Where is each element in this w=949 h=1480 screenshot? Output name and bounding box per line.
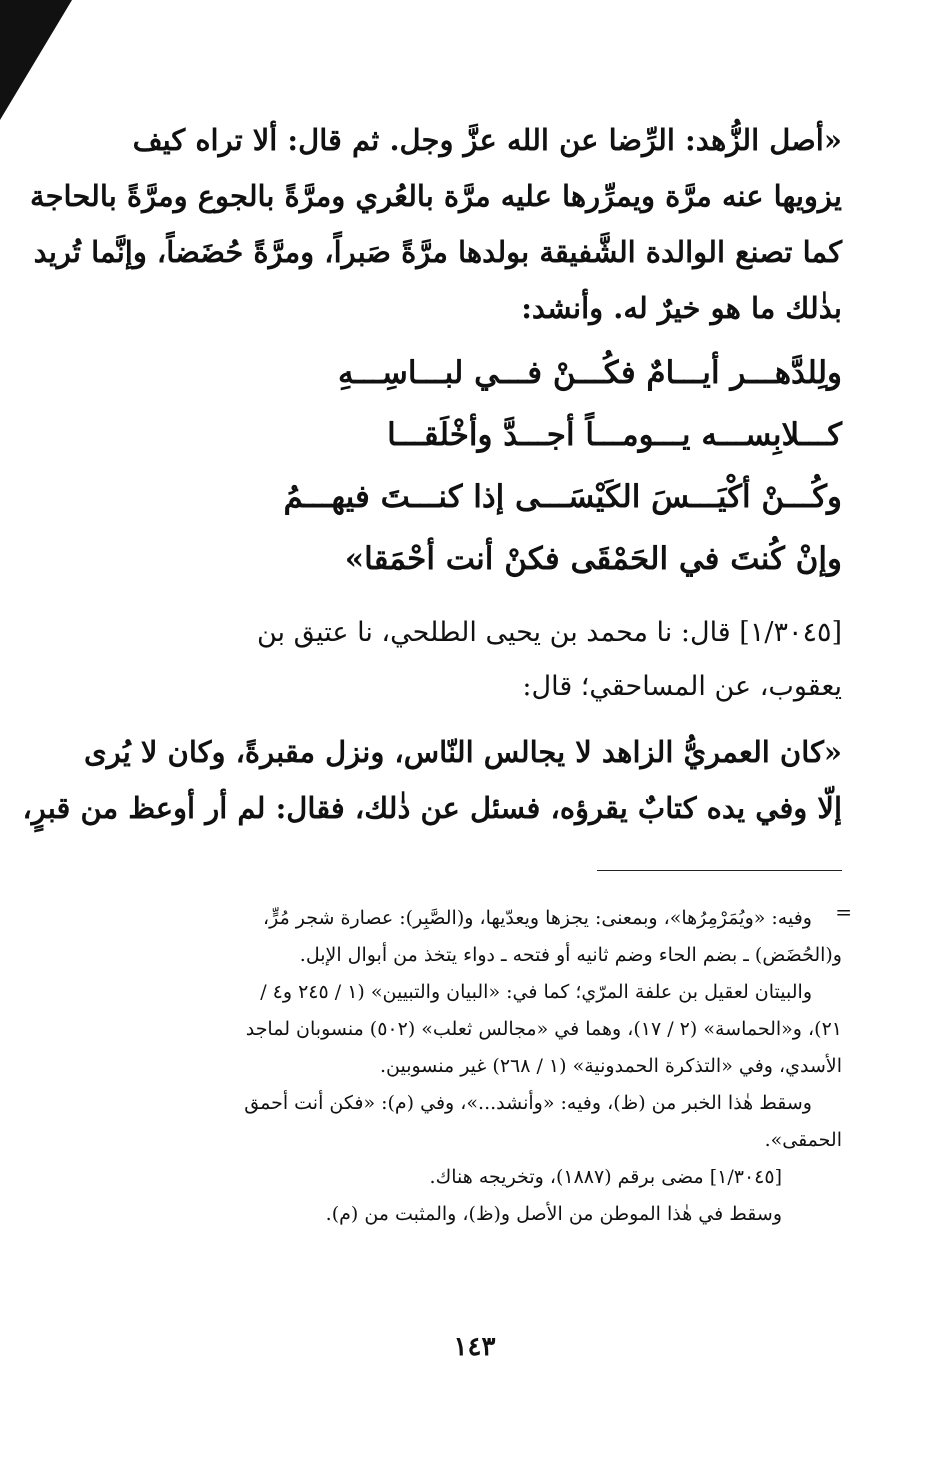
narration-line: يعقوب، عن المساحقي؛ قال: <box>522 671 842 702</box>
text-line: إلّا وفي يده كتابٌ يقرؤه، فسئل عن ذٰلك، فقال: لم أر أوعظ من قبرٍ، <box>22 791 842 825</box>
continuation-mark: = <box>835 900 852 924</box>
footnote-separator <box>597 870 842 871</box>
footnote-line: [١/٣٠٤٥] مضى برقم (١٨٨٧)، وتخريجه هناك. <box>429 1166 782 1188</box>
page-corner-mark <box>0 0 72 120</box>
text-line: «أصل الزُّهد: الرِّضا عن الله عزَّ وجل. ثم قال: ألا تراه كيف <box>132 123 842 157</box>
text-line: «كان العمريُّ الزاهد لا يجالس النّاس، ونزل مقبرةً، وكان لا يُرى <box>84 735 842 769</box>
verse-line: ولِلدَّهـــر أيـــامٌ فكُـــنْ فـــي لبـــاسِـــهِ <box>338 355 842 391</box>
poem-verses <box>128 342 842 590</box>
footnote-line: والبيتان لعقيل بن علفة المرّي؛ كما في: «البيان والتبيين» (١ / ٢٤٥ و٤ / <box>260 981 812 1003</box>
footnote-line: الحمقى». <box>764 1129 842 1151</box>
quote-paragraph-1 <box>30 112 842 336</box>
footnotes <box>128 900 852 1233</box>
text-line: كما تصنع الوالدة الشَّفيقة بولدها مرَّةً صَبراً، ومرَّةً حُضَضاً، وإنَّما تُريد <box>33 235 842 269</box>
footnote-line: وسقط هٰذا الخبر من (ظ)، وفيه: «وأنشد...»، وفي (م): «فكن أنت أحمق <box>244 1092 812 1114</box>
footnote-line: وسقط في هٰذا الموطن من الأصل و(ظ)، والمثبت من (م). <box>325 1203 782 1225</box>
main-text <box>22 112 842 836</box>
page-number: ١٤٣ <box>453 1332 496 1362</box>
footnote-line: الأسدي، وفي «التذكرة الحمدونية» (١ / ٢٦٨) غير منسوبين. <box>379 1055 842 1077</box>
verse-line: كـــلابِســـه يـــومـــاً أجـــدَّ وأخْلَقـــا <box>387 417 842 453</box>
footnote-line: وفيه: «ويُمَرْمِرُها»، وبمعنى: يجزها ويعدّيها، و(الصَّبِر): عصارة شجر مُرٍّ، <box>262 907 812 929</box>
verse-line: وإنْ كُنتَ في الحَمْقَى فكنْ أنت أحْمَقا» <box>344 541 842 577</box>
verse-line: وكُـــنْ أكْيَـــسَ الكَيْسَـــى إذا كنـــتَ فيهـــمُ <box>283 479 842 515</box>
text-line: يزويها عنه مرَّة ويمرِّرها عليه مرَّة بالعُري ومرَّةً بالجوع ومرَّةً بالحاجة <box>30 179 842 213</box>
text-line: بذٰلك ما هو خيرٌ له. وأنشد: <box>521 291 842 325</box>
footnote-group-1 <box>128 900 852 974</box>
footnote-line: و(الحُضَض) ـ بضم الحاء وضم ثانيه أو فتحه ـ دواء يتخذ من أبوال الإبل. <box>299 944 842 966</box>
narration-chain <box>128 606 842 714</box>
narration-line: [١/٣٠٤٥] قال: نا محمد بن يحيى الطلحي، نا عتيق بن <box>256 617 842 648</box>
quote-paragraph-2 <box>22 724 842 836</box>
footnote-line: ٢١)، و«الحماسة» (٢ / ١٧)، وهما في «مجالس ثعلب» (٥٠٢) منسوبان لماجد <box>245 1018 842 1040</box>
